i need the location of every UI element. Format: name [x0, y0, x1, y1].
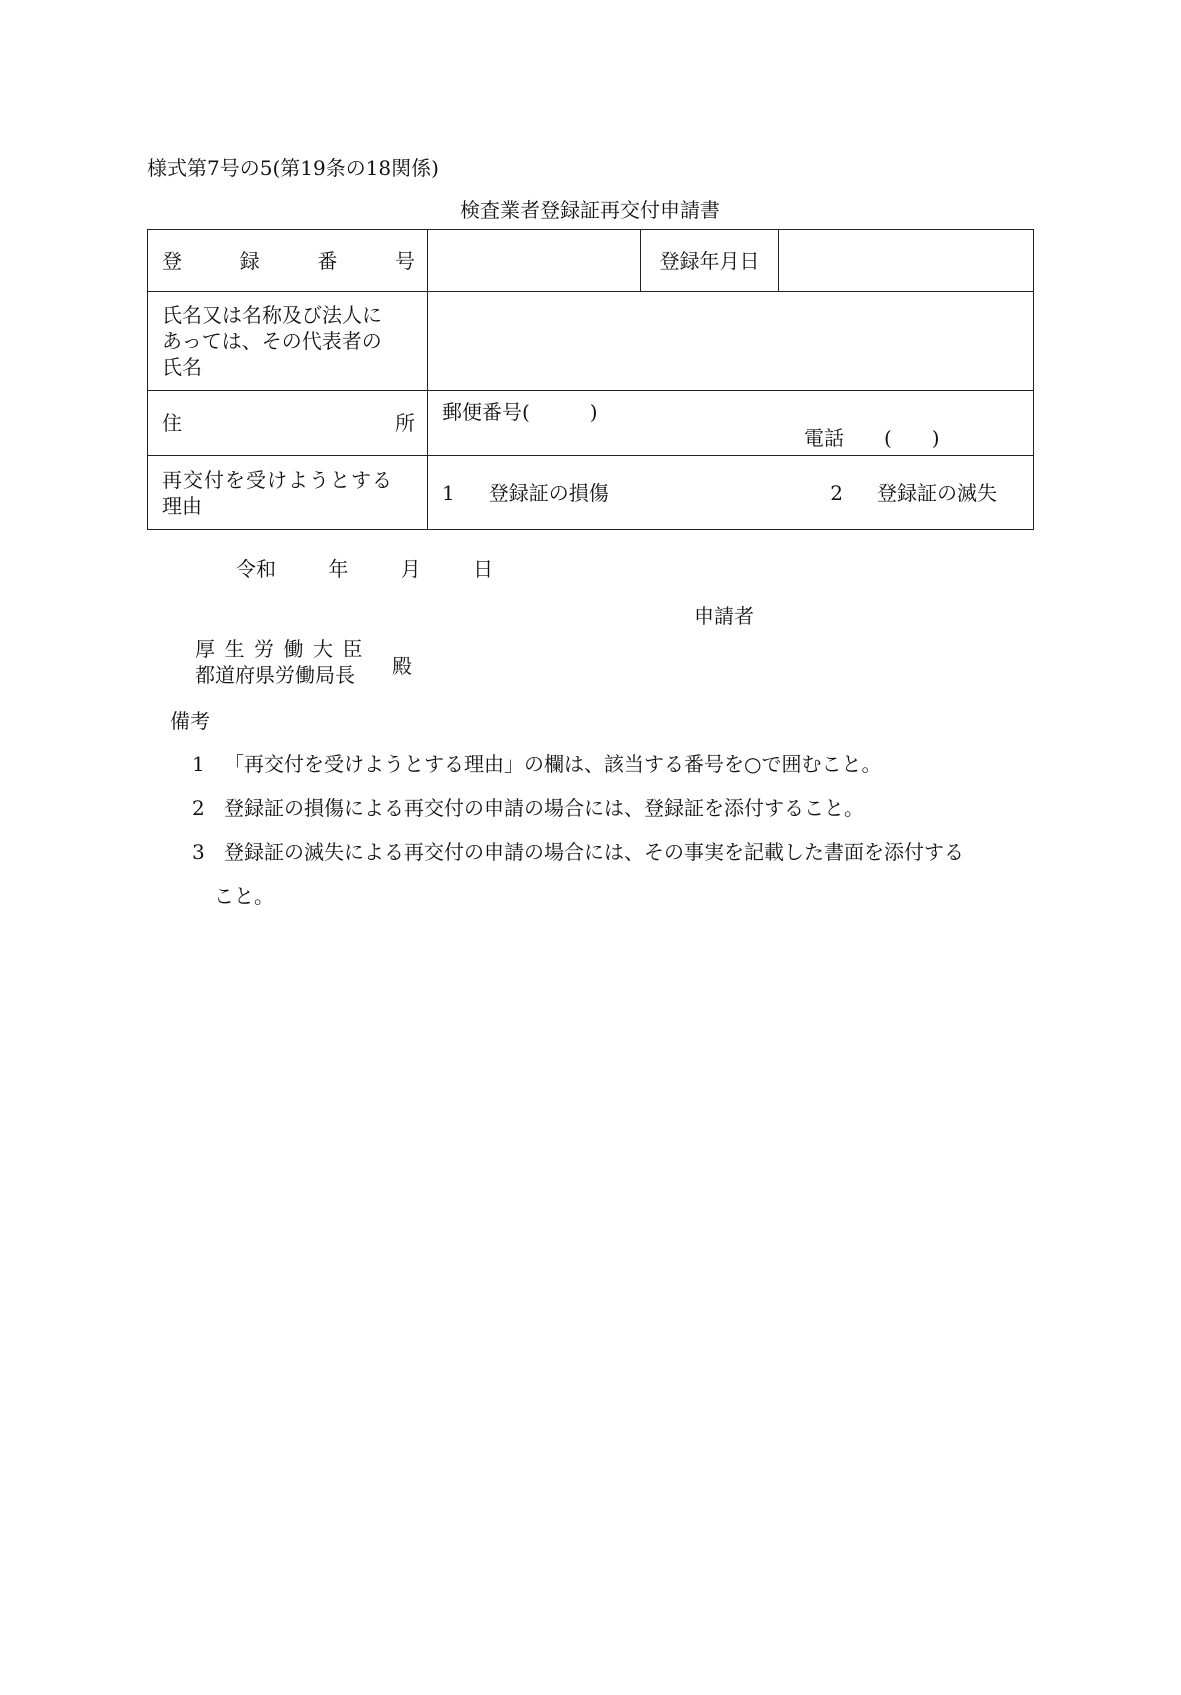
address-field[interactable]	[428, 391, 1034, 456]
day-label: 日	[473, 557, 494, 581]
registration-number-field[interactable]	[428, 230, 641, 292]
name-label: 氏名又は名称及び法人に あっては、その代表者の 氏名	[148, 292, 428, 391]
document-title: 検査業者登録証再交付申請書	[460, 198, 720, 222]
row-registration	[148, 230, 1034, 292]
applicant-label: 申請者	[694, 604, 754, 628]
month-label: 月	[400, 557, 421, 581]
note-item-continuation: こと。	[214, 884, 274, 908]
row-address	[148, 391, 1034, 456]
note-item: 1 「再交付を受けようとする理由」の欄は、該当する番号を○で囲むこと。	[192, 752, 882, 776]
reason-option-2[interactable]: 2 登録証の滅失	[830, 480, 997, 505]
addressee-honorific: 殿	[392, 654, 412, 678]
year-label: 年	[328, 557, 349, 581]
registration-date-field[interactable]	[779, 230, 1034, 292]
row-name	[148, 292, 1034, 391]
form-number: 様式第7号の5(第19条の18関係)	[147, 156, 439, 180]
note-item: 2 登録証の損傷による再交付の申請の場合には、登録証を添付すること。	[192, 796, 864, 820]
notes-heading: 備考	[170, 709, 210, 733]
name-field[interactable]	[428, 292, 1034, 391]
reason-field[interactable]	[428, 456, 1034, 530]
address-label: 住 所	[148, 391, 428, 456]
row-reason	[148, 456, 1034, 530]
addressee-bureau: 都道府県労働局長	[195, 663, 355, 687]
reason-option-1[interactable]: 1 登録証の損傷	[442, 480, 609, 505]
registration-date-label: 登録年月日	[641, 230, 779, 292]
registration-number-label: 登 録 番 号	[148, 230, 428, 292]
reason-label: 再交付を受けようとする 理由	[148, 456, 428, 530]
addressee	[195, 636, 372, 688]
note-item: 3 登録証の滅失による再交付の申請の場合には、その事実を記載した書面を添付する	[192, 840, 964, 864]
application-form-table	[147, 229, 1034, 530]
phone-label: 電話 ( )	[804, 426, 940, 450]
era-label: 令和	[236, 557, 276, 581]
date-line	[236, 553, 539, 582]
addressee-minister: 厚生労働大臣	[195, 637, 372, 661]
postal-code-label: 郵便番号( )	[442, 400, 598, 424]
